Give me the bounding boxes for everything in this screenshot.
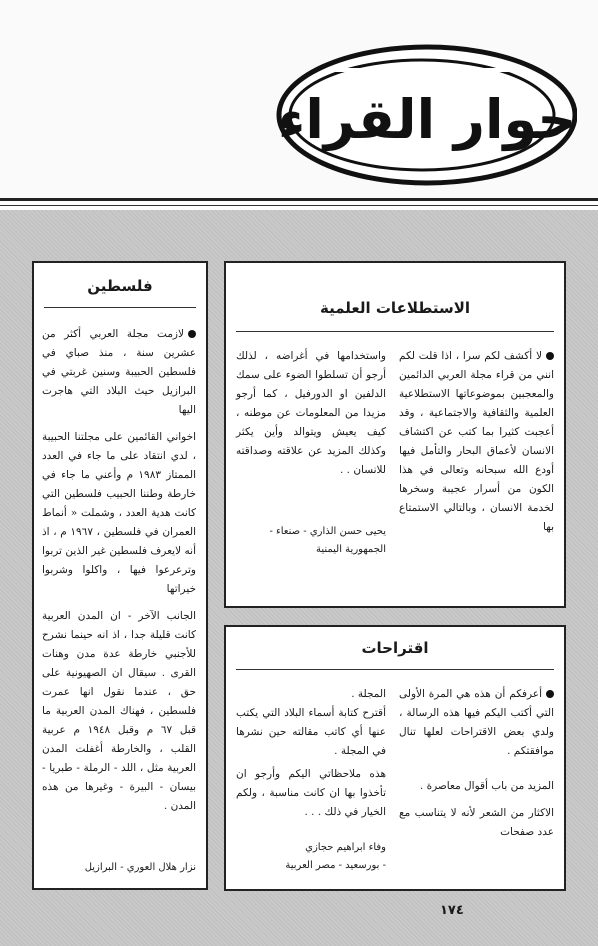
header-rule-thin: [0, 205, 598, 206]
letter-title: فلسطين: [87, 277, 153, 295]
title-rule: [236, 331, 554, 332]
letter-paragraph: لازمت مجلة العربي أكثر من عشرين سنة ، منذ صباي في فلسطين الحبيبة وسنين غربتي في البرازيل حيث البلاد التي هاجرت اليها: [42, 328, 196, 416]
letter-paragraph: اخواني القائمين على مجلتنا الحبيبة ، لدي انتقاد على ما جاء في العدد الممتاز ١٩٨٣ م وأعني ما جاء في خارطة وطننا الحبيب فلسطين التي كانت هدية العدد ، وشملت « أنماط العمران في فلسطين ، ١٩٦٧ م ، اذ أنه لايعرف فلسطين غير الذين تربوا وترعرعوا فيها ، واكلوا وشربوا خيراتها: [42, 431, 196, 595]
section-logo-text: حوار القراء: [277, 88, 577, 151]
letter-paragraph: الجانب الآخر - ان المدن العربية كانت قليلة جدا ، اذ انه حينما نشرح للأجنبي خارطة عدة مدن وهنات القرى . سيقال ان الصهيونية على حق ، عندما نقول انها عمرت فلسطين ، فهناك المدن العربية ما قبل ٦٧ م وقبل ١٩٤٨ م عربية القلب ، والخارطة أغفلت المدن العربية مثل ، اللد - الرملة - طبريا - بيسان - البيرة - وغيرها من هذه المدن .: [42, 610, 196, 812]
letter-scientific-surveys: [224, 261, 566, 608]
header-rule: [0, 198, 598, 201]
bullet-icon: [546, 352, 554, 360]
letter-suggestions: [224, 625, 566, 891]
bullet-icon: [546, 690, 554, 698]
title-rule: [44, 307, 196, 308]
letter-signature: وفاء ابراهيم حجازي - بورسعيد - مصر العربية: [285, 842, 386, 871]
bullet-icon: [188, 330, 196, 338]
letter-signature: نزار هلال العوري - البرازيل: [84, 862, 196, 873]
letter-title: اقتراحات: [361, 639, 429, 657]
letter-column-left: المجلة . أقترح كتابة أسماء البلاد التي يكتب عنها أي كاتب مقالته حين نشرها في المجلة . هذه ملاحظاتي اليكم وأرجو ان تأخذوا بها ان كانت مناسبة ، ولكم الخيار في ذلك . . .: [236, 688, 386, 818]
letter-column-left: واستخدامها في أغراضه ، لذلك أرجو أن تسلطوا الضوء على سمك الدلفين او الدورفيل ، كما أرجو مزيدا من المعلومات عن موطنه ، كيف يعيش ويتوالد وأين يكثر وكذلك المزيد عن علاقته وصداقته للانسان . .: [236, 350, 386, 476]
letter-signature: يحيى حسن الذاري - صنعاء - الجمهورية اليمنية: [269, 526, 386, 555]
section-logo: [272, 40, 577, 190]
title-rule: [236, 669, 554, 670]
page-number: ١٧٤: [440, 903, 464, 918]
magazine-header: [0, 0, 598, 200]
letter-column-right: أعرفكم أن هذه هي المرة الأولى التي أكتب اليكم فيها هذه الرسالة ، ولدي بعض الاقتراحات لعلها تنال موافقتكم . المزيد من باب أقوال معاصرة . الاكثار من الشعر لأنه لا يتناسب مع عدد صفحات: [399, 688, 554, 838]
letter-body: [42, 325, 196, 816]
letter-palestine: [32, 261, 208, 890]
letter-title: الاستطلاعات العلمية: [320, 299, 470, 317]
letter-column-right: لا أكشف لكم سرا ، اذا قلت لكم انني من قراء مجلة العربي الدائمين والمعجبين بموضوعاتها الاستطلاعية العلمية والثقافية والاجتماعية ، وقد أعجبت كثيرا بما كتب عن اكتشاف الانسان لأعماق البحار والتأمل فيها أودع الله سبحانه وتعالى في هذا الكون من أسرار عجيبة وسخرها لخدمة الانسان ، وبالتالي الاستمتاع بها: [399, 350, 554, 533]
